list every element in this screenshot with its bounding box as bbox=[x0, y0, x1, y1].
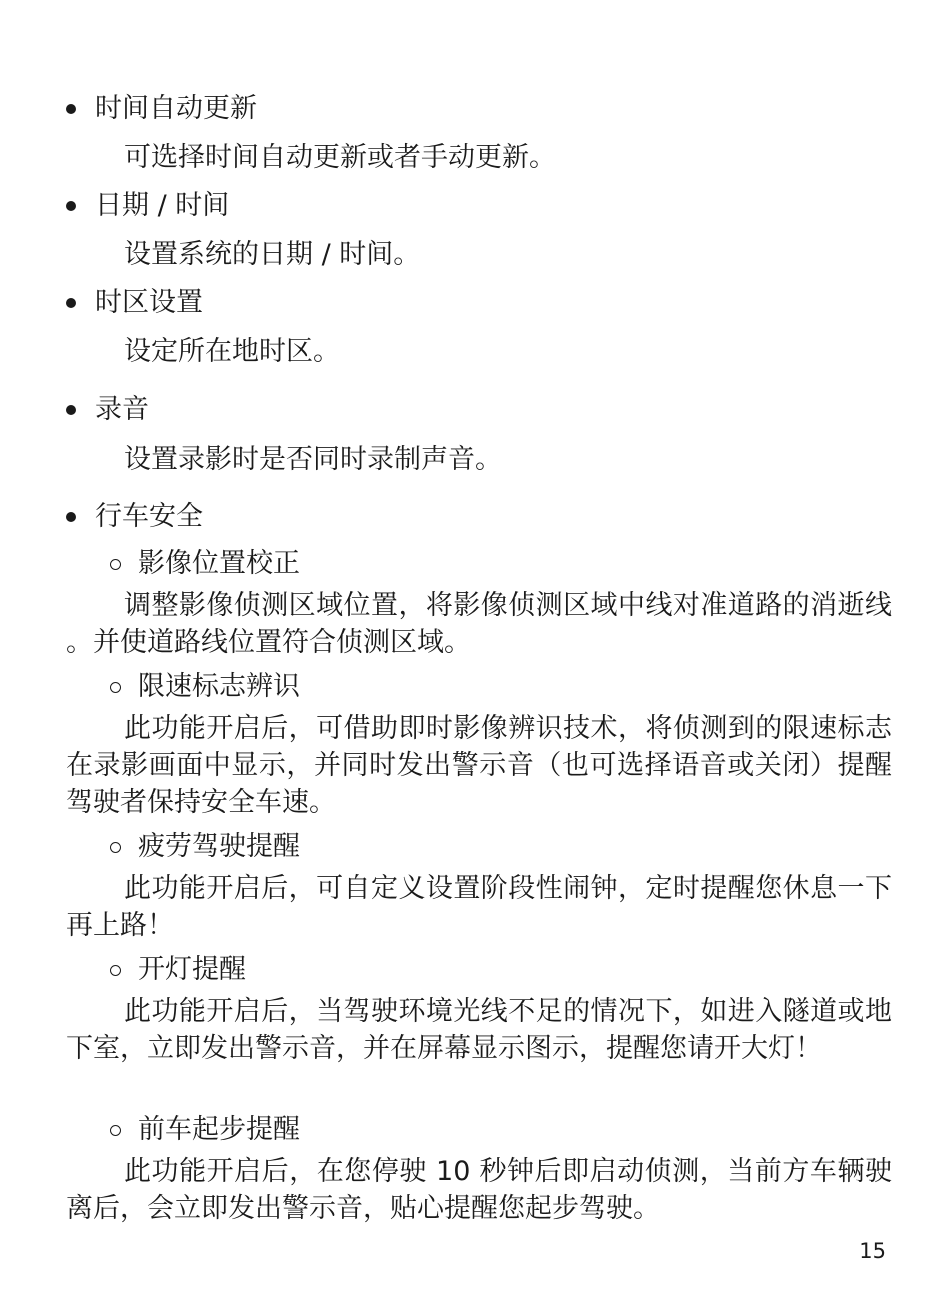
section-heading: 录音 bbox=[95, 394, 149, 425]
bullet-dot-icon bbox=[66, 201, 76, 211]
section-driving-safety bbox=[66, 499, 203, 535]
section-heading: 时间自动更新 bbox=[95, 93, 257, 124]
subsection-description: 调整影像侦测区域位置，将影像侦测区域中线对准道路的消逝线。并使道路线位置符合侦测区域。 bbox=[66, 590, 892, 658]
subsection-heading: 开灯提醒 bbox=[138, 954, 246, 985]
section-heading: 日期 / 时间 bbox=[95, 190, 230, 221]
section-heading: 时区设置 bbox=[95, 287, 203, 318]
section-date-time bbox=[66, 188, 229, 224]
subsection-heading: 限速标志辨识 bbox=[138, 671, 300, 702]
section-description: 设置系统的日期 / 时间。 bbox=[124, 239, 421, 270]
subsection-heading: 疲劳驾驶提醒 bbox=[138, 831, 300, 862]
subsection-description: 此功能开启后，可自定义设置阶段性闹钟，定时提醒您休息一下再上路！ bbox=[66, 873, 892, 941]
section-timezone bbox=[66, 285, 203, 321]
subsection-fatigue-reminder bbox=[110, 829, 300, 865]
bullet-circle-icon bbox=[110, 682, 121, 693]
subsection-front-car-departure bbox=[110, 1112, 300, 1148]
bullet-dot-icon bbox=[66, 512, 76, 522]
subsection-heading: 前车起步提醒 bbox=[138, 1114, 300, 1145]
section-time-auto-update bbox=[66, 91, 257, 127]
subsection-description: 此功能开启后，可借助即时影像辨识技术，将侦测到的限速标志在录影画面中显示，并同时发出警示音（也可选择语音或关闭）提醒驾驶者保持安全车速。 bbox=[66, 713, 892, 818]
section-description: 可选择时间自动更新或者手动更新。 bbox=[124, 142, 556, 173]
bullet-circle-icon bbox=[110, 965, 121, 976]
subsection-headlight-reminder bbox=[110, 952, 246, 988]
subsection-heading: 影像位置校正 bbox=[138, 548, 300, 579]
section-heading: 行车安全 bbox=[95, 501, 203, 532]
page-number: 15 bbox=[859, 1239, 886, 1263]
subsection-image-calibration bbox=[110, 546, 300, 582]
bullet-dot-icon bbox=[66, 405, 76, 415]
bullet-dot-icon bbox=[66, 298, 76, 308]
bullet-dot-icon bbox=[66, 104, 76, 114]
bullet-circle-icon bbox=[110, 1125, 121, 1136]
subsection-description: 此功能开启后，在您停驶 10 秒钟后即启动侦测，当前方车辆驶离后，会立即发出警示音，贴心提醒您起步驾驶。 bbox=[66, 1156, 892, 1224]
section-description: 设定所在地时区。 bbox=[124, 336, 340, 367]
subsection-speed-sign-recognition bbox=[110, 669, 300, 705]
bullet-circle-icon bbox=[110, 559, 121, 570]
section-audio-recording bbox=[66, 392, 149, 428]
subsection-description: 此功能开启后，当驾驶环境光线不足的情况下，如进入隧道或地下室，立即发出警示音，并在屏幕显示图示，提醒您请开大灯！ bbox=[66, 996, 892, 1064]
section-description: 设置录影时是否同时录制声音。 bbox=[124, 444, 502, 475]
bullet-circle-icon bbox=[110, 842, 121, 853]
